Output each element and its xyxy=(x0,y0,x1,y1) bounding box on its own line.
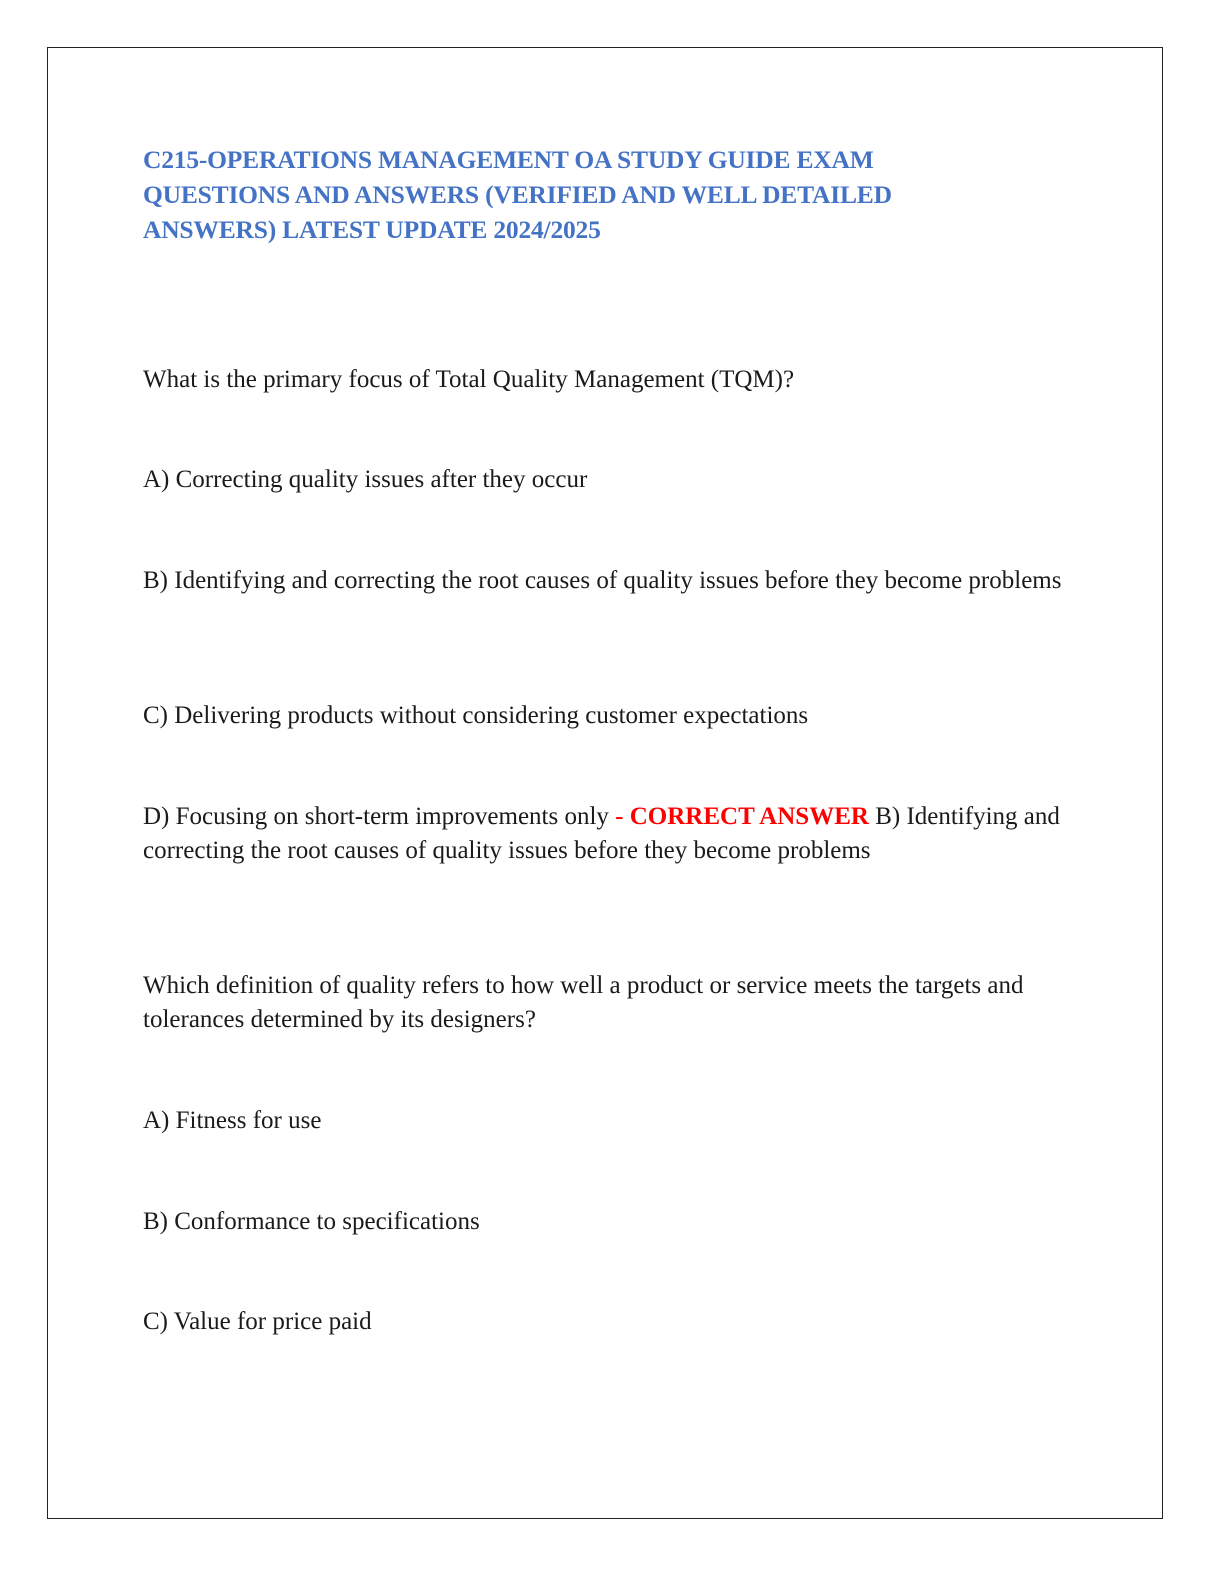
question-1-text: What is the primary focus of Total Quality Management (TQM)? xyxy=(143,366,795,393)
question-1-correct-answer-text: B) Identifying and correcting the root causes of quality issues before they become problems xyxy=(143,803,1060,864)
page-border xyxy=(47,47,1163,1519)
question-1-option-d: D) Focusing on short-term improvements only xyxy=(143,803,609,830)
question-2-option-a: A) Fitness for use xyxy=(143,1107,322,1134)
question-1-option-c: C) Delivering products without considering customer expectations xyxy=(143,702,809,729)
question-2-text: Which definition of quality refers to how well a product or service meets the targets and tolerances determined by its designers? xyxy=(143,972,1024,1033)
question-2-option-b: B) Conformance to specifications xyxy=(143,1208,480,1235)
correct-answer-label: CORRECT ANSWER xyxy=(629,803,869,830)
answer-separator: - xyxy=(608,803,630,830)
question-2-option-c: C) Value for price paid xyxy=(143,1308,372,1335)
question-1-option-b: B) Identifying and correcting the root causes of quality issues before they become problems xyxy=(143,567,1062,594)
question-1-option-d-with-answer xyxy=(143,800,1073,868)
document-title: C215-OPERATIONS MANAGEMENT OA STUDY GUIDE EXAM QUESTIONS AND ANSWERS (VERIFIED AND WELL DETAILED ANSWERS) LATEST UPDATE 2024/2025 xyxy=(143,145,892,244)
question-1-option-a: A) Correcting quality issues after they occur xyxy=(143,466,588,493)
